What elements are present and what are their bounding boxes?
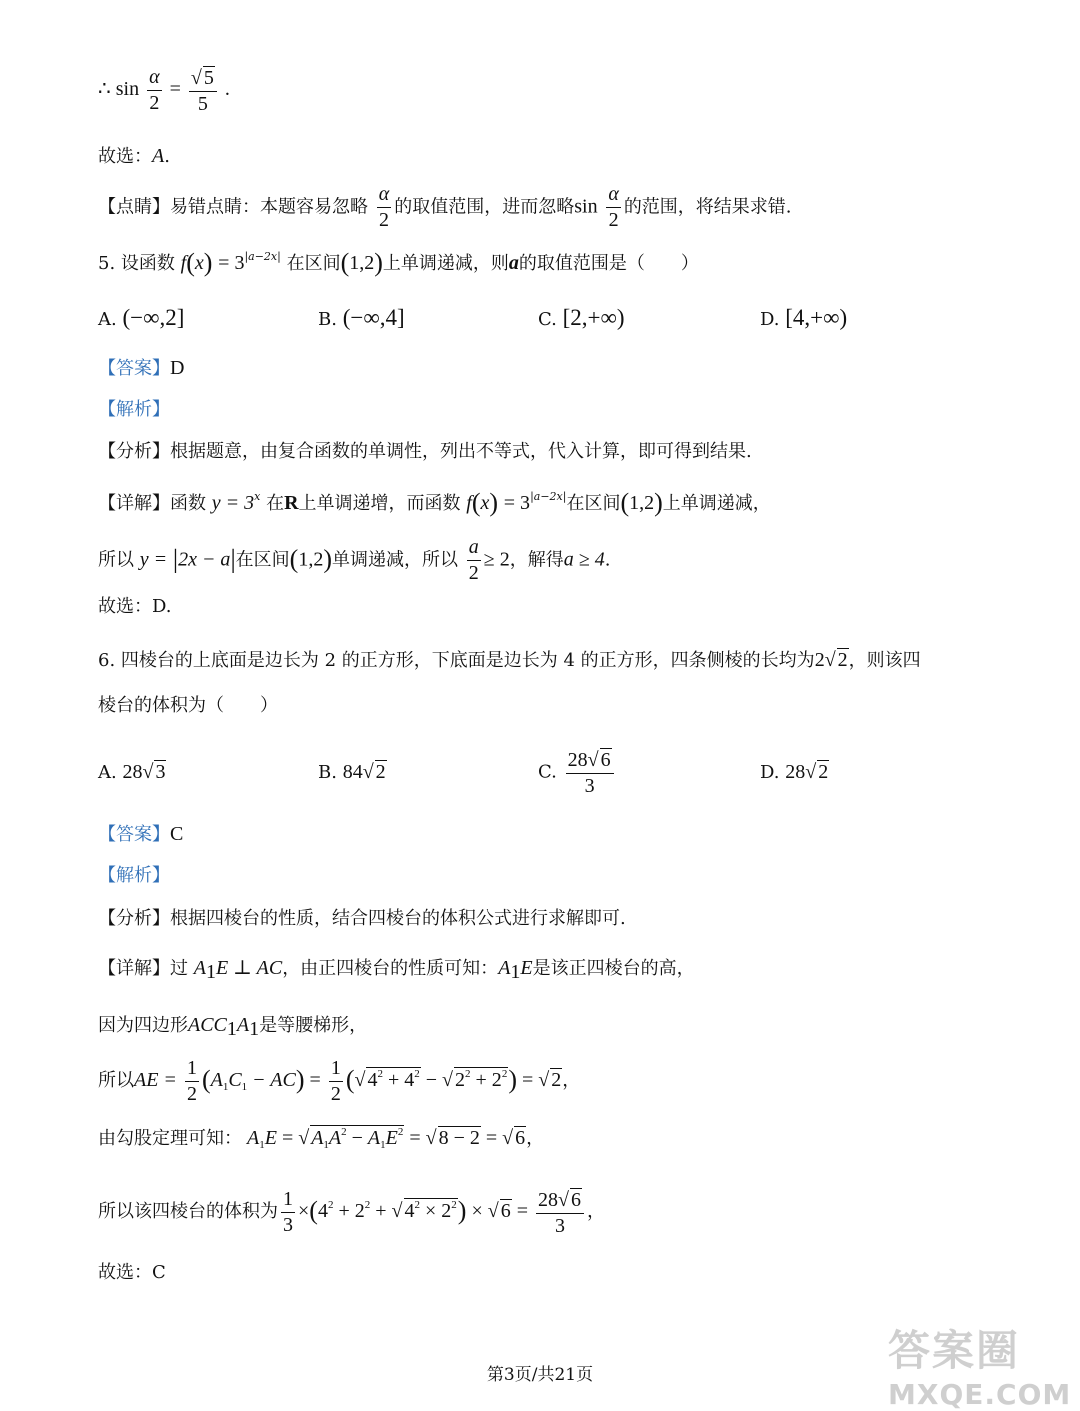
text-span: ∴ sin [98, 78, 140, 101]
text-span: 过 [170, 958, 188, 979]
math-var: A [498, 957, 511, 979]
subscript: 1 [205, 961, 216, 983]
paragraph [98, 146, 170, 166]
interval: 1,2 [629, 492, 655, 514]
math-var: f [180, 252, 187, 274]
text-span: 在区间 [286, 253, 341, 274]
text-span: 的范围，将结果求错. [623, 196, 792, 218]
fraction: $\frac{28√ 6}{3}$ [566, 748, 614, 797]
text-span: 上单调递减，则 [382, 253, 509, 274]
option-a: A. (−∞,2] [98, 305, 185, 330]
option-d: D. 28√ 2 [760, 761, 829, 783]
equation-line: 所以该四棱台的体积为 $\frac{1}{3}$ $\times(4^2 + 2^2$ + √ $4^2 \times 2^2$) × √ 6 = $\frac{28√ 6}{3}$ ， [98, 1188, 605, 1237]
math-text: y = 3 [211, 492, 255, 514]
math-text: y = [139, 548, 168, 571]
option-c: C. $\frac{28√ 6}{3}$ [538, 748, 617, 797]
numerator: α [147, 67, 162, 91]
analysis-tag: 【解析】 [98, 865, 170, 886]
text-span: ，由正四棱台的性质可知： [282, 958, 499, 979]
math-var: f [466, 492, 472, 514]
numerator: a [467, 537, 481, 561]
equation-line [98, 66, 230, 115]
text-span: . [604, 549, 611, 571]
denominator: 5 [197, 93, 208, 115]
fraction [147, 67, 162, 114]
paragraph: 因为四边形$ACC_1A_1$是等腰梯形， [98, 1014, 368, 1040]
equation-line: 所以AE = $\frac{1}{2}$ $(A_1C_1 - AC)$ = $\frac{1}{2}$ (√ $4^2 + 4^2$ − √ $2^2 + 2^2$) = √ 2， [98, 1057, 581, 1105]
text-span: 在区间 [566, 493, 621, 514]
watermark-url: MXQE.COM [888, 1378, 1072, 1411]
text-span: 因为四边形 [98, 1015, 188, 1036]
answer-value: D [170, 357, 185, 379]
fraction: $\frac{√ 5}{5}$ [189, 66, 217, 115]
fraction [467, 537, 481, 584]
answer-line [98, 358, 184, 378]
fraction [377, 184, 392, 231]
text-span: 的取值范围是（ ） [518, 253, 699, 274]
math-text: 2 [814, 649, 825, 671]
text-span: 是等腰梯形， [259, 1015, 368, 1036]
option-b: B. (−∞,4] [318, 305, 405, 330]
paragraph: 所以 y = |2x − a|在区间(1,2)单调递减，所以 $\frac{a}{2}$ ≥ 2，解得a ≥ 4. [98, 536, 611, 584]
math-text: = 3 [218, 252, 245, 274]
text-span: 是该正四棱台的高， [532, 958, 695, 979]
equation-line: 由勾股定理可知： $A_1E$ = √ $A_1A^2 - A_1E^2$ = √ 8 − 2 = √ 6， [98, 1126, 545, 1151]
math-text: E ⊥ AC [215, 957, 283, 979]
math-text: = 3 [503, 492, 531, 514]
denominator: 2 [378, 209, 389, 231]
text-span: . [164, 146, 170, 167]
text-span: . [224, 78, 230, 101]
radicand: 5 [203, 67, 214, 89]
subscript: 1 [510, 961, 521, 983]
text-span: 在 [266, 493, 285, 514]
math-text: ≥ 2 [483, 548, 510, 571]
answer-line [98, 824, 183, 844]
text-span: 函数 [170, 493, 206, 514]
section-tag: 【点睛】 [98, 196, 170, 218]
paragraph-xiangjie: 【详解】函数 $y = 3^x$ 在R上单调递增，而函数 $f(x) = 3^{|a-2x|}$在区间(1,2)上单调递减， [98, 488, 771, 517]
paragraph-xiangjie: 【详解】过 $A_1E$ ⊥ AC，由正四棱台的性质可知：$A_1E$是该正四棱台的高， [98, 957, 695, 983]
denominator: 2 [608, 209, 619, 231]
paragraph-fenxi [98, 910, 626, 928]
exponent: |a−2x| [244, 250, 281, 263]
text-span: 6. 四棱台的上底面是边长为 2 的正方形，下底面是边长为 4 的正方形，四条侧棱的长均为 [98, 650, 815, 671]
math-var: a [508, 252, 519, 274]
answer-tag: 【答案】 [98, 358, 170, 379]
equals-sign: = [169, 78, 181, 101]
option-d: D. [4,+∞) [760, 305, 848, 330]
section-tag: 【详解】 [98, 493, 170, 514]
numerator: α [377, 184, 392, 208]
text-span: 所以 [98, 549, 134, 571]
math-var: A [193, 957, 206, 979]
text-span: ，则该四 [848, 650, 921, 671]
paragraph: 故选：D. [98, 596, 172, 617]
question-6: 6. 四棱台的上底面是边长为 2 的正方形，下底面是边长为 4 的正方形，四条侧棱的长均为2√ 2，则该四 [98, 649, 921, 671]
option-c: C. [2,+∞) [538, 305, 625, 330]
answer-tag: 【答案】 [98, 824, 170, 845]
text-span: ，解得 [509, 549, 564, 571]
option-b: B. 84√ 2 [318, 761, 386, 783]
text-span: 上单调递减， [662, 493, 771, 514]
answer-letter: A [152, 145, 165, 167]
paragraph: 棱台的体积为（ ） [98, 695, 278, 716]
paragraph: 故选：C [98, 1262, 166, 1283]
math-text: a ≥ 4 [563, 548, 605, 571]
text-span: 在区间 [235, 549, 290, 571]
exponent: |a−2x| [530, 490, 567, 503]
question-5: 5. 设函数 $f(x) = 3^{|a-2x|}$ 在区间(1,2)上单调递减，则a的取值范围是（ ） [98, 248, 699, 277]
exponent: x [254, 490, 261, 503]
text-span: 上单调递增，而函数 [298, 493, 461, 514]
analysis-tag: 【解析】 [98, 399, 170, 420]
text-span: 根据题意，由复合函数的单调性，列出不等式，代入计算，即可得到结果. [170, 441, 752, 462]
math-var: x [480, 492, 490, 514]
section-tag: 【分析】 [98, 908, 170, 929]
text-span: sin [574, 195, 598, 218]
math-var: x [194, 252, 204, 274]
math-text: R [284, 492, 299, 514]
option-a: A. 28√ 3 [98, 761, 166, 783]
radicand: 2 [837, 649, 848, 671]
math-text: ACC [188, 1014, 227, 1036]
text-span: 根据四棱台的性质，结合四棱台的体积公式进行求解即可. [170, 908, 626, 929]
section-tag: 【详解】 [98, 958, 170, 979]
interval: 1,2 [298, 548, 324, 571]
answer-value: C [170, 823, 184, 845]
numerator: α [606, 184, 621, 208]
paragraph-fenxi [98, 443, 752, 461]
text-span: 易错点睛：本题容易忽略 [170, 196, 368, 218]
math-text: 2x − a [178, 548, 231, 571]
text-span: 故选： [98, 146, 152, 167]
denominator: 2 [468, 562, 479, 584]
paragraph-dianjing [98, 184, 792, 231]
text-span: 单调递减，所以 [332, 549, 458, 571]
page-footer: 第3页/共21页 [486, 1365, 594, 1385]
interval: 1,2 [349, 252, 375, 274]
text-span: 的取值范围，进而忽略 [394, 196, 575, 218]
denominator: 2 [149, 92, 160, 114]
fraction [606, 184, 621, 231]
watermark-logo [888, 1318, 1072, 1411]
section-tag: 【分析】 [98, 441, 170, 462]
watermark-text: 答案圈 [888, 1326, 1021, 1375]
text-span: 5. 设函数 [98, 253, 175, 274]
